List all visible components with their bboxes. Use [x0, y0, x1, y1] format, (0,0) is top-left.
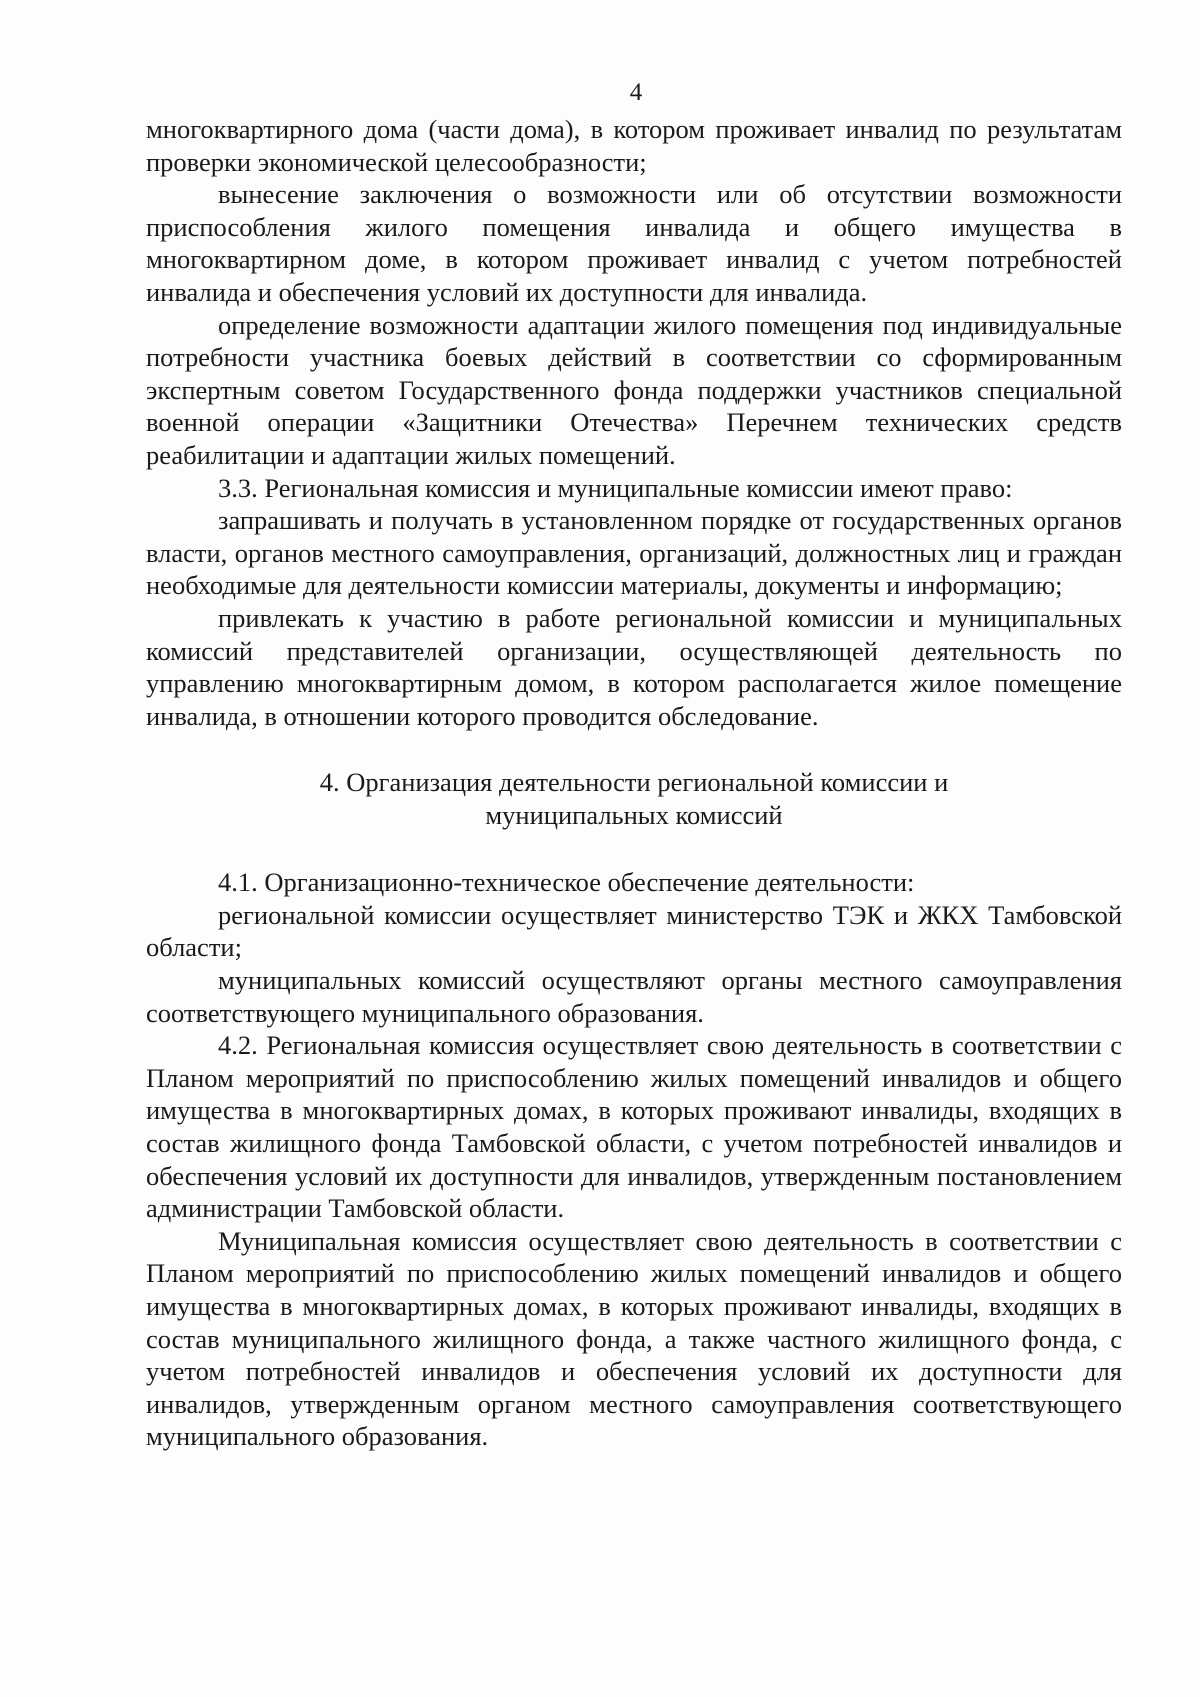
paragraph-clause-4-1: 4.1. Организационно-техническое обеспечение деятельности:	[218, 867, 915, 898]
paragraph-municipal-commission: Муниципальная комиссия осуществляет свою деятельность в соответствии с Планом мероприятий по приспособлению жилых помещений инвалидов и общего имущества в многоквартирных домах, в которых проживают инвалиды, входящих в состав муниципального жилищного фонда, а также частного жилищного фонда, с учетом потребностей инвалидов и обеспечения условий их доступности для инвалидов, утвержденным органом местного самоуправления соответствующего муниципального образования.	[146, 1225, 1122, 1452]
section-heading	[146, 766, 1122, 832]
paragraph-clause-3-3: 3.3. Региональная комиссия и муниципальные комиссии имеют право:	[218, 472, 1013, 503]
section-heading-line2: муниципальных комиссий	[485, 800, 783, 831]
paragraph-continuation: многоквартирного дома (части дома), в котором проживает инвалид по результатам проверки экономической целесообразности;	[146, 114, 1122, 177]
paragraph-regional-support: региональной комиссии осуществляет министерство ТЭК и ЖКХ Тамбовской области;	[146, 899, 1122, 963]
paragraph-adaptation: определение возможности адаптации жилого помещения под индивидуальные потребности участника боевых действий в соответствии со сформированным экспертным советом Государственного фонда поддержки участников специальной военной операции «Защитники Отечества» Перечнем технических средств реабилитации и адаптации жилых помещений.	[146, 309, 1122, 470]
paragraph-request-info: запрашивать и получать в установленном порядке от государственных органов власти, органов местного самоуправления, организаций, должностных лиц и граждан необходимые для деятельности комиссии материалы, документы и информацию;	[146, 505, 1122, 601]
paragraph-clause-4-2: 4.2. Региональная комиссия осуществляет свою деятельность в соответствии с Планом мероприятий по приспособлению жилых помещений инвалидов и общего имущества в многоквартирных домах, в которых проживают инвалиды, входящих в состав жилищного фонда Тамбовской области, с учетом потребностей инвалидов и обеспечения условий их доступности для инвалидов, утвержденным постановлением администрации Тамбовской области.	[146, 1030, 1122, 1224]
paragraph-involve-representatives: привлекать к участию в работе региональной комиссии и муниципальных комиссий представителей организации, осуществляющей деятельность по управлению многоквартирным домом, в котором располагается жилое помещение инвалида, в отношении которого проводится обследование.	[146, 602, 1122, 731]
paragraph-conclusion: вынесение заключения о возможности или об отсутствии возможности приспособления жилого помещения инвалида и общего имущества в многоквартирном доме, в котором проживает инвалид с учетом потребностей инвалида и обеспечения условий их доступности для инвалида.	[146, 179, 1122, 307]
paragraph-municipal-support: муниципальных комиссий осуществляют органы местного самоуправления соответствующего муниципального образования.	[146, 965, 1122, 1028]
page-number: 4	[629, 79, 643, 106]
section-heading-line1: 4. Организация деятельности региональной комиссии и	[319, 767, 949, 798]
document-body	[146, 113, 1122, 1453]
